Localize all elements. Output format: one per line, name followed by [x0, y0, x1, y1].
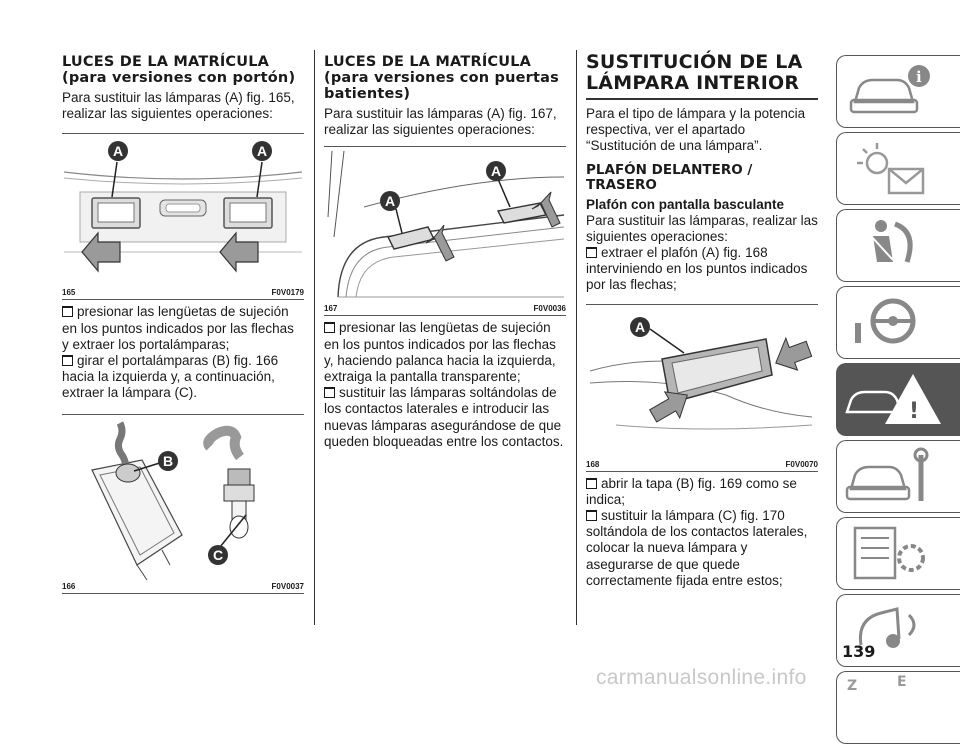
step-1: extraer el plafón (A) fig. 168 interviniendo en los puntos indicados por las flechas; — [586, 245, 808, 293]
column-divider — [314, 50, 315, 625]
index-icon — [837, 672, 947, 693]
tab-car-info[interactable] — [836, 55, 960, 128]
driving-icon — [837, 287, 947, 357]
warning-lights-icon — [837, 133, 947, 203]
technical-data-icon — [837, 518, 947, 588]
figure-167-illustration — [324, 147, 566, 315]
figure-code: F0V0037 — [271, 581, 304, 591]
checkbox-bullet-icon — [62, 355, 73, 366]
figure-165 — [62, 133, 304, 300]
figure-166 — [62, 414, 304, 594]
figure-number: 167 — [324, 304, 338, 314]
figure-166-illustration — [62, 415, 304, 593]
figure-number: 168 — [586, 459, 600, 469]
svg-text:i: i — [916, 68, 922, 86]
checkbox-bullet-icon — [586, 247, 597, 258]
svg-text:!: ! — [909, 399, 920, 424]
section-title: LUCES DE LA MATRÍCULA (para versiones con portón) — [62, 54, 296, 86]
step-1: presionar las lengüetas de sujeción en los puntos indicados por las flechas y extraer los portalámparas; — [62, 304, 294, 352]
intro-text: Para sustituir las lámparas (A) fig. 165, realizar las siguientes operaciones: — [62, 90, 295, 122]
figure-168-illustration — [586, 305, 818, 471]
tab-emergency[interactable] — [836, 363, 960, 436]
callout-b: B — [158, 451, 178, 471]
callout-a-2: A — [252, 141, 272, 161]
intro-text: Para sustituir las lámparas (A) fig. 167, realizar las siguientes operaciones: — [324, 106, 557, 138]
callout-a-1: A — [108, 141, 128, 161]
subsubsection-title: Plafón con pantalla basculante — [586, 196, 785, 212]
callout-a-1: A — [380, 191, 400, 211]
safety-icon — [837, 210, 947, 280]
tab-warning-lights[interactable] — [836, 132, 960, 205]
checkbox-bullet-icon — [324, 387, 335, 398]
subsection-title: PLAFÓN DELANTERO / TRASERO — [586, 161, 753, 193]
callout-a: A — [630, 317, 650, 337]
checkbox-bullet-icon — [586, 478, 597, 489]
step-2: abrir la tapa (B) fig. 169 como se indica; — [586, 475, 797, 507]
column-3 — [586, 0, 818, 589]
figure-code: F0V0036 — [533, 304, 566, 314]
intro-text: Para el tipo de lámpara y la potencia respectiva, ver el apartado “Sustitución de una lámpara”. — [586, 106, 806, 154]
callout-c: C — [208, 545, 228, 565]
page-number: 139 — [842, 642, 876, 661]
emergency-icon — [837, 364, 947, 434]
checkbox-bullet-icon — [586, 510, 597, 521]
tab-safety[interactable] — [836, 209, 960, 282]
step-2: sustituir las lámparas soltándolas de los contactos laterales e introducir las nuevas lámparas asegurándose de que queden bloqueadas entre los contactos. — [324, 385, 564, 449]
watermark: carmanualsonline.info — [596, 666, 807, 689]
car-info-icon — [837, 56, 947, 126]
index-letter: Z — [847, 678, 858, 693]
column-2 — [324, 0, 566, 450]
column-1 — [62, 0, 304, 598]
sub-intro-text: Para sustituir las lámparas, realizar las siguientes operaciones: — [586, 212, 818, 244]
maintenance-icon — [837, 441, 947, 511]
tab-technical-data[interactable] — [836, 517, 960, 590]
tab-index[interactable] — [836, 671, 960, 744]
figure-167 — [324, 146, 566, 316]
checkbox-bullet-icon — [324, 322, 335, 333]
figure-code: F0V0179 — [271, 288, 304, 298]
callout-a-2: A — [486, 161, 506, 181]
title-underline — [586, 98, 818, 100]
figure-code: F0V0070 — [785, 459, 818, 469]
step-3: sustituir la lámpara (C) fig. 170 soltándola de los contactos laterales, colocar la nueva lámpara y asegurarse de que quede correctamente fijada entre estos; — [586, 508, 808, 588]
figure-number: 166 — [62, 581, 76, 591]
figure-number: 165 — [62, 288, 76, 298]
index-letter: E — [897, 674, 907, 690]
tab-driving[interactable] — [836, 286, 960, 359]
column-divider — [576, 50, 577, 625]
step-1: presionar las lengüetas de sujeción en los puntos indicados por las flechas y, haciendo palanca hacia la izquierda, extraiga la pantalla transparente; — [324, 320, 556, 385]
checkbox-bullet-icon — [62, 306, 73, 317]
figure-168 — [586, 304, 818, 472]
section-title: LUCES DE LA MATRÍCULA (para versiones con puertas batientes) — [324, 54, 559, 102]
step-2: girar el portalámparas (B) fig. 166 hacia la izquierda y, a continuación, extraer la lámpara (C). — [62, 353, 279, 401]
section-title: SUSTITUCIÓN DE LA LÁMPARA INTERIOR — [586, 51, 803, 94]
tab-maintenance[interactable] — [836, 440, 960, 513]
